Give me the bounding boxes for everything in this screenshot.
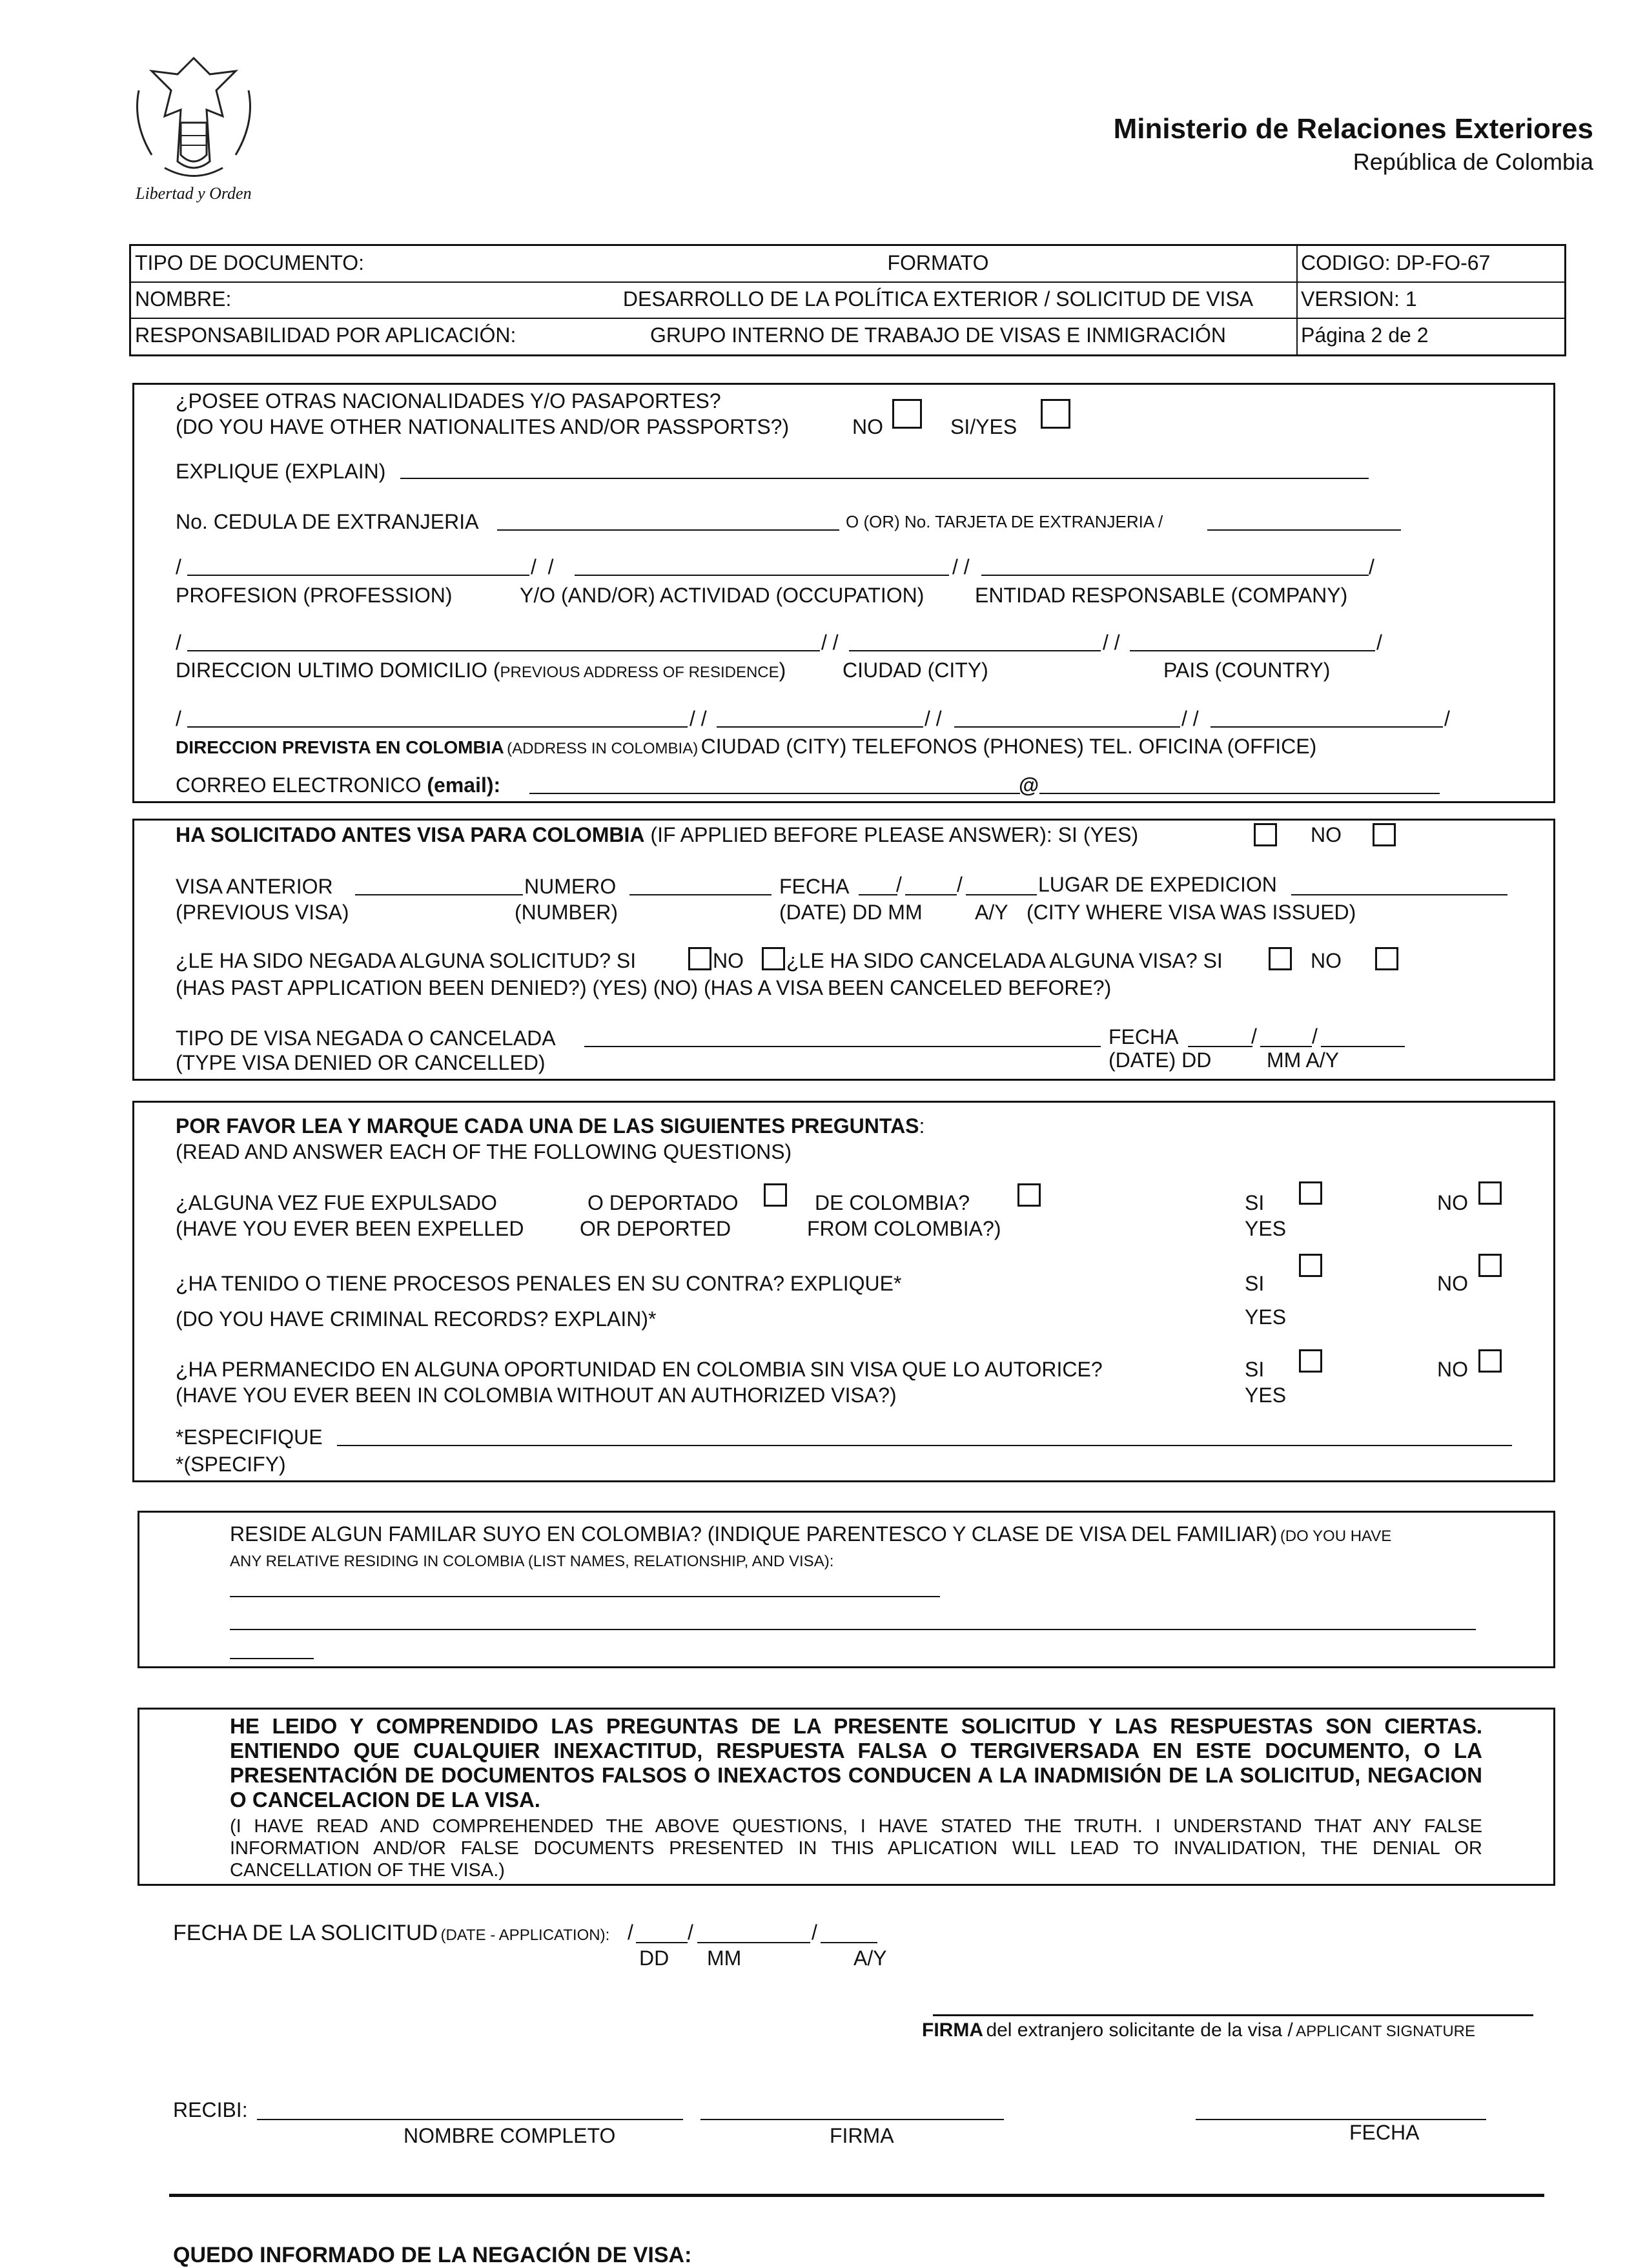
negada-question: ¿LE HA SIDO NEGADA ALGUNA SOLICITUD? SI — [176, 949, 637, 972]
fecha-solicitud-ay-field[interactable] — [821, 1942, 877, 1943]
date-ddmm-en: (DATE) DD MM — [779, 901, 923, 924]
relatives-field-3[interactable] — [230, 1658, 314, 1659]
document-header-table — [129, 244, 1566, 356]
fecha2-dd-field[interactable] — [1188, 1046, 1252, 1047]
direccion-colombia-field[interactable] — [187, 726, 688, 728]
pais-ultimo-field[interactable] — [1130, 650, 1375, 651]
recibi-label: RECIBI: — [173, 2098, 248, 2121]
q1-yes-checkbox[interactable] — [1299, 1181, 1322, 1205]
q2-yes-checkbox[interactable] — [1299, 1254, 1322, 1277]
q-other-nationalities-en: (DO YOU HAVE OTHER NATIONALITES AND/OR PASSPORTS?) — [176, 415, 790, 438]
mm-ay-en: MM A/Y — [1267, 1048, 1340, 1072]
fecha-ay-field[interactable] — [966, 894, 1037, 895]
si-label: SI — [1245, 1272, 1265, 1295]
q3-es: ¿HA PERMANECIDO EN ALGUNA OPORTUNIDAD EN COLOMBIA SIN VISA QUE LO AUTORICE? — [176, 1358, 1103, 1381]
q3-en: (HAVE YOU EVER BEEN IN COLOMBIA WITHOUT AN AUTHORIZED VISA?) — [176, 1384, 897, 1407]
visa-anterior-label: VISA ANTERIOR — [176, 875, 333, 898]
q1-en-c: FROM COLOMBIA?) — [807, 1217, 1001, 1240]
q2-en: (DO YOU HAVE CRIMINAL RECORDS? EXPLAIN)* — [176, 1307, 657, 1331]
applied-before-no-checkbox[interactable] — [1373, 823, 1396, 846]
entidad-field[interactable] — [981, 575, 1369, 576]
explique-field[interactable] — [400, 478, 1369, 479]
mm-label: MM — [707, 1946, 742, 1970]
recibi-nombre-field[interactable] — [257, 2119, 683, 2120]
tarjeta-label: O (OR) No. TARJETA DE EXTRANJERIA / — [846, 512, 1163, 531]
especifique-label: *ESPECIFIQUE — [176, 1425, 323, 1449]
no-label: NO — [852, 415, 883, 438]
previous-visa-en: (PREVIOUS VISA) — [176, 901, 349, 924]
ciudad-ultimo-field[interactable] — [849, 650, 1101, 651]
relatives-question-en: ANY RELATIVE RESIDING IN COLOMBIA (LIST NAMES, RELATIONSHIP, AND VISA): — [230, 1553, 834, 1570]
denied-en: (HAS PAST APPLICATION BEEN DENIED?) (YES) (NO) (HAS A VISA BEEN CANCELED BEFORE?) — [176, 976, 1112, 999]
explique-label: EXPLIQUE (EXPLAIN) — [176, 460, 386, 483]
dd-label: DD — [639, 1946, 669, 1970]
tel-oficina-field[interactable] — [1211, 726, 1443, 728]
nombre-completo-label: NOMBRE COMPLETO — [404, 2124, 616, 2147]
no-label: NO — [1311, 823, 1342, 846]
previous-visa-question: HA SOLICITADO ANTES VISA PARA COLOMBIA (IF APPLIED BEFORE PLEASE ANSWER): SI (YES) — [176, 823, 1139, 846]
fecha-mm-field[interactable] — [905, 894, 957, 895]
numero-field[interactable] — [629, 894, 771, 895]
applicant-signature-label: FIRMA del extranjero solicitante de la visa / APPLICANT SIGNATURE — [922, 2019, 1475, 2041]
date2-en: (DATE) DD — [1109, 1048, 1212, 1072]
ay-en: A/Y — [975, 901, 1008, 924]
q2-no-checkbox[interactable] — [1478, 1254, 1502, 1277]
denied-no-checkbox[interactable] — [762, 947, 785, 970]
cedula-label: No. CEDULA DE EXTRANJERIA — [176, 510, 479, 533]
q3-no-checkbox[interactable] — [1478, 1349, 1502, 1373]
tipo-visa-field[interactable] — [584, 1046, 1101, 1047]
cancelada-question: ¿LE HA SIDO CANCELADA ALGUNA VISA? SI — [786, 949, 1223, 972]
ciudad-colombia-field[interactable] — [717, 726, 923, 728]
lugar-label: LUGAR DE EXPEDICION — [1038, 873, 1277, 896]
q-other-nationalities: ¿POSEE OTRAS NACIONALIDADES Y/O PASAPORTES? — [176, 389, 721, 413]
fecha2-label: FECHA — [1109, 1025, 1179, 1048]
tipo-visa-label: TIPO DE VISA NEGADA O CANCELADA — [176, 1027, 556, 1050]
si-label: SI — [1245, 1358, 1265, 1381]
denied-yes-checkbox[interactable] — [688, 947, 711, 970]
declaration-es: HE LEIDO Y COMPRENDIDO LAS PREGUNTAS DE LA PRESENTE SOLICITUD Y LAS RESPUESTAS SON CIERTAS. ENTIENDO QUE CUALQUIER INEXACTITUD, RESPUESTA FALSA O TERGIVERSADA EN ESTE DOCUMENTO, O LA PRESENTACIÓN DE DOCUMENTOS FALSOS O INEXACTOS CONDUCEN A LA INADMISIÓN DE LA SOLICITUD, NEGACION O CANCELACION DE LA VISA. — [230, 1714, 1482, 1812]
direccion-ultimo-field[interactable] — [187, 650, 820, 651]
cedula-field[interactable] — [497, 529, 839, 531]
fecha2-ay-field[interactable] — [1321, 1046, 1405, 1047]
motto: Libertad y Orden — [136, 184, 252, 203]
pais-label: PAIS (COUNTRY) — [1163, 659, 1331, 682]
actividad-field[interactable] — [575, 575, 949, 576]
negacion-cut-text: QUEDO INFORMADO DE LA NEGACIÓN DE VISA: — [173, 2243, 692, 2267]
yes-label: YES — [1245, 1384, 1287, 1407]
relatives-question: RESIDE ALGUN FAMILAR SUYO EN COLOMBIA? (INDIQUE PARENTESCO Y CLASE DE VISA DEL FAMILIAR) (DO YOU HAVE — [230, 1522, 1392, 1546]
specify-label: *(SPECIFY) — [176, 1453, 286, 1476]
correo-label: CORREO ELECTRONICO (email): — [176, 773, 501, 797]
direccion-prevista-label: DIRECCION PREVISTA EN COLOMBIA (ADDRESS IN COLOMBIA) CIUDAD (CITY) TELEFONOS (PHONES) TEL. OFICINA (OFFICE) — [176, 735, 1317, 758]
tarjeta-field[interactable] — [1207, 529, 1401, 531]
fecha-dd-field[interactable] — [859, 894, 897, 895]
telefonos-field[interactable] — [954, 726, 1180, 728]
q1-en-b: OR DEPORTED — [580, 1217, 731, 1240]
q1-deportado-checkbox[interactable] — [764, 1183, 787, 1207]
firma-label: FIRMA — [830, 2124, 894, 2147]
q2-es: ¿HA TENIDO O TIENE PROCESOS PENALES EN SU CONTRA? EXPLIQUE* — [176, 1272, 902, 1295]
at-sign: @ — [1019, 773, 1039, 797]
si-label: SI — [1245, 1191, 1265, 1214]
fecha-label: FECHA — [1349, 2121, 1420, 2144]
applied-before-yes-checkbox[interactable] — [1254, 823, 1277, 846]
profesion-field[interactable] — [187, 575, 529, 576]
ciudad-label: CIUDAD (CITY) — [843, 659, 988, 682]
actividad-label: Y/O (AND/OR) ACTIVIDAD (OCCUPATION) — [520, 584, 925, 607]
applicant-signature-field[interactable] — [933, 2014, 1533, 2016]
nationalities-yes-checkbox[interactable] — [1041, 399, 1070, 429]
entidad-label: ENTIDAD RESPONSABLE (COMPANY) — [975, 584, 1348, 607]
coat-of-arms-emblem — [126, 45, 261, 194]
fecha-solicitud-mm-field[interactable] — [697, 1942, 810, 1943]
number-en: (NUMBER) — [515, 901, 618, 924]
no-label: NO — [1437, 1272, 1468, 1295]
fecha-solicitud-dd-field[interactable] — [636, 1942, 688, 1943]
fecha-solicitud-label: FECHA DE LA SOLICITUD (DATE - APPLICATION): — [173, 1921, 610, 1945]
negada-no: NO — [713, 949, 744, 972]
profesion-label: PROFESION (PROFESSION) — [176, 584, 453, 607]
ay-label: A/Y — [853, 1946, 887, 1970]
especifique-field[interactable] — [337, 1445, 1512, 1446]
q1-es-c: DE COLOMBIA? — [815, 1191, 970, 1214]
numero-label: NUMERO — [524, 875, 617, 898]
q1-en-a: (HAVE YOU EVER BEEN EXPELLED — [176, 1217, 524, 1240]
relatives-field-2[interactable] — [230, 1629, 1476, 1630]
city-issued-en: (CITY WHERE VISA WAS ISSUED) — [1027, 901, 1356, 924]
declaration-en: (I HAVE READ AND COMPREHENDED THE ABOVE QUESTIONS, I HAVE STATED THE TRUTH. I UNDERSTAND THAT ANY FALSE INFORMATION AND/OR FALSE DOCUMENTS PRESENTED IN THIS APLICATION WILL LEAD TO INVALIDATION, THE DENIAL OR CANCELLATION OF THE VISA.) — [230, 1816, 1482, 1881]
canceled-no-checkbox[interactable] — [1375, 947, 1398, 970]
header-row-nombre: NOMBRE: DESARROLLO DE LA POLÍTICA EXTERIOR / SOLICITUD DE VISA VERSION: 1 — [131, 282, 1564, 319]
fecha2-mm-field[interactable] — [1260, 1046, 1312, 1047]
header-row-tipo: TIPO DE DOCUMENTO: FORMATO CODIGO: DP-FO-67 — [131, 246, 1564, 283]
header-row-responsabilidad: RESPONSABILIDAD POR APLICACIÓN: GRUPO INTERNO DE TRABAJO DE VISAS E INMIGRACIÓN Página 2 de 2 — [135, 323, 1429, 347]
questions-subtitle: (READ AND ANSWER EACH OF THE FOLLOWING QUESTIONS) — [176, 1140, 792, 1163]
questions-title: POR FAVOR LEA Y MARQUE CADA UNA DE LAS SIGUIENTES PREGUNTAS: — [176, 1114, 925, 1138]
no-label: NO — [1437, 1191, 1468, 1214]
q3-yes-checkbox[interactable] — [1299, 1349, 1322, 1373]
no-label: NO — [1437, 1358, 1468, 1381]
yes-label: YES — [1245, 1305, 1287, 1329]
q1-colombia-checkbox[interactable] — [1017, 1183, 1041, 1207]
recibi-firma-field[interactable] — [700, 2119, 1004, 2120]
nationalities-no-checkbox[interactable] — [892, 399, 922, 429]
republic-subtitle: República de Colombia — [1353, 148, 1593, 175]
visa-anterior-field[interactable] — [355, 894, 523, 895]
q1-es-a: ¿ALGUNA VEZ FUE EXPULSADO — [176, 1191, 497, 1214]
page-divider — [169, 2194, 1544, 2197]
lugar-field[interactable] — [1291, 894, 1507, 895]
recibi-fecha-field[interactable] — [1196, 2119, 1486, 2120]
email-user-field[interactable] — [529, 793, 1020, 794]
yes-label: YES — [1245, 1217, 1287, 1240]
cancelada-no: NO — [1311, 949, 1342, 972]
siyes-label: SI/YES — [950, 415, 1017, 438]
fecha-label: FECHA — [779, 875, 850, 898]
q1-es-b: O DEPORTADO — [588, 1191, 739, 1214]
direccion-ultimo-label: DIRECCION ULTIMO DOMICILIO (PREVIOUS ADDRESS OF RESIDENCE) — [176, 659, 786, 682]
type-visa-en: (TYPE VISA DENIED OR CANCELLED) — [176, 1051, 546, 1074]
email-domain-field[interactable] — [1039, 793, 1440, 794]
q1-no-checkbox[interactable] — [1478, 1181, 1502, 1205]
ministry-title: Ministerio de Relaciones Exteriores — [1113, 113, 1593, 145]
canceled-yes-checkbox[interactable] — [1269, 947, 1292, 970]
relatives-field-1[interactable] — [230, 1596, 940, 1597]
